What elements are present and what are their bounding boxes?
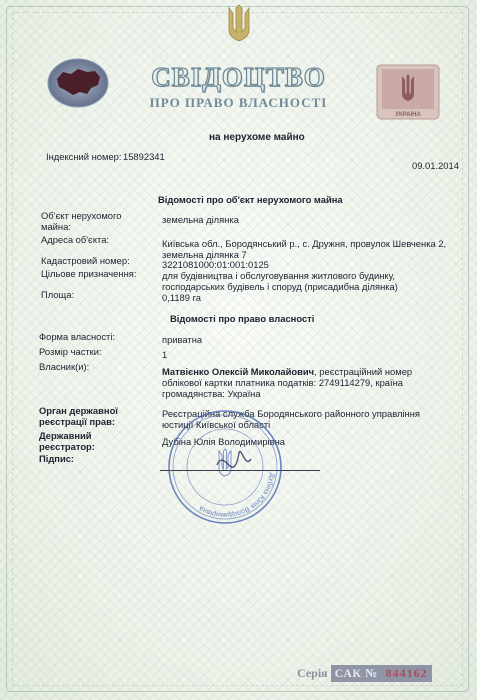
- property-type-heading: на нерухоме майно: [209, 132, 305, 143]
- trident-emblem-icon: [226, 4, 252, 44]
- organ-label-line2: реєстрації прав:: [39, 416, 115, 427]
- seal-ring-text: Дубіна Юлія Володимирівна: [198, 472, 276, 519]
- rights-section-heading: Відомості про право власності: [170, 313, 315, 324]
- ownership-form-value: приватна: [162, 334, 203, 345]
- index-number: 15892341: [123, 151, 165, 162]
- purpose-line1: для будівництва і обслуговування житлового будинку,: [162, 270, 395, 281]
- organ-line2: юстиції Київської області: [162, 419, 271, 430]
- area-label: Площа:: [41, 289, 75, 300]
- address-label: Адреса об'єкта:: [41, 234, 110, 245]
- share-size-value: 1: [162, 349, 168, 360]
- cadastral-value: 3221081000:01:001:0125: [162, 259, 269, 270]
- cadastral-label: Кадастровий номер:: [41, 255, 130, 266]
- index-label: Індексний номер:: [46, 151, 122, 162]
- svg-text:Дубіна Юлія Володимирівна: [198, 472, 276, 518]
- object-value: земельна ділянка: [162, 214, 239, 225]
- owner-line2: облікової картки платника податків: 2749114279, країна: [162, 377, 403, 388]
- series-number: 844162: [382, 665, 432, 682]
- purpose-label: Цільове призначення:: [41, 268, 137, 279]
- owner-label: Власник(и):: [39, 361, 90, 372]
- document-title: СВІДОЦТВО: [151, 62, 326, 92]
- share-size-label: Розмір частки:: [39, 346, 102, 357]
- owner-line1-rest: , реєстраційний номер: [314, 366, 413, 377]
- serial-number-block: [297, 665, 432, 682]
- object-label-line1: Об'єкт нерухомого: [41, 210, 122, 221]
- object-section-heading: Відомості про об'єкт нерухомого майна: [158, 194, 343, 205]
- ownership-form-label: Форма власності:: [39, 331, 116, 342]
- organ-label-line1: Орган державної: [39, 405, 118, 416]
- owner-line1: [162, 366, 412, 377]
- registrar-label-line2: реєстратор:: [39, 441, 95, 452]
- issue-date: 09.01.2014: [412, 160, 459, 171]
- series-label: Серія: [297, 666, 328, 680]
- series-code: САК №: [331, 665, 382, 682]
- owner-line3: громадянства: Україна: [162, 388, 261, 399]
- signature-label: Підпис:: [39, 453, 75, 464]
- organ-line1: Реєстраційна служба Бородянського районного управління: [162, 408, 420, 419]
- purpose-line2: господарських будівель і споруд (присадибна ділянка): [162, 281, 398, 292]
- document-subtitle: ПРО ПРАВО ВЛАСНОСТІ: [149, 95, 328, 110]
- address-line1: Київська обл., Бородянський р., с. Дружня, провулок Шевченка 2,: [162, 238, 447, 249]
- official-seal-icon: [165, 407, 285, 527]
- stamp-country-text: УКРАЇНА: [395, 112, 421, 118]
- address-line2: земельна ділянка 7: [162, 249, 247, 260]
- registrar-label-line1: Державний: [39, 430, 92, 441]
- object-label-line2: майна:: [41, 221, 71, 232]
- registrar-name: Дубіна Юлія Володимирівна: [162, 436, 285, 447]
- owner-name: Матвієнко Олексій Миколайович: [162, 366, 315, 377]
- area-value: 0,1189 га: [162, 292, 202, 303]
